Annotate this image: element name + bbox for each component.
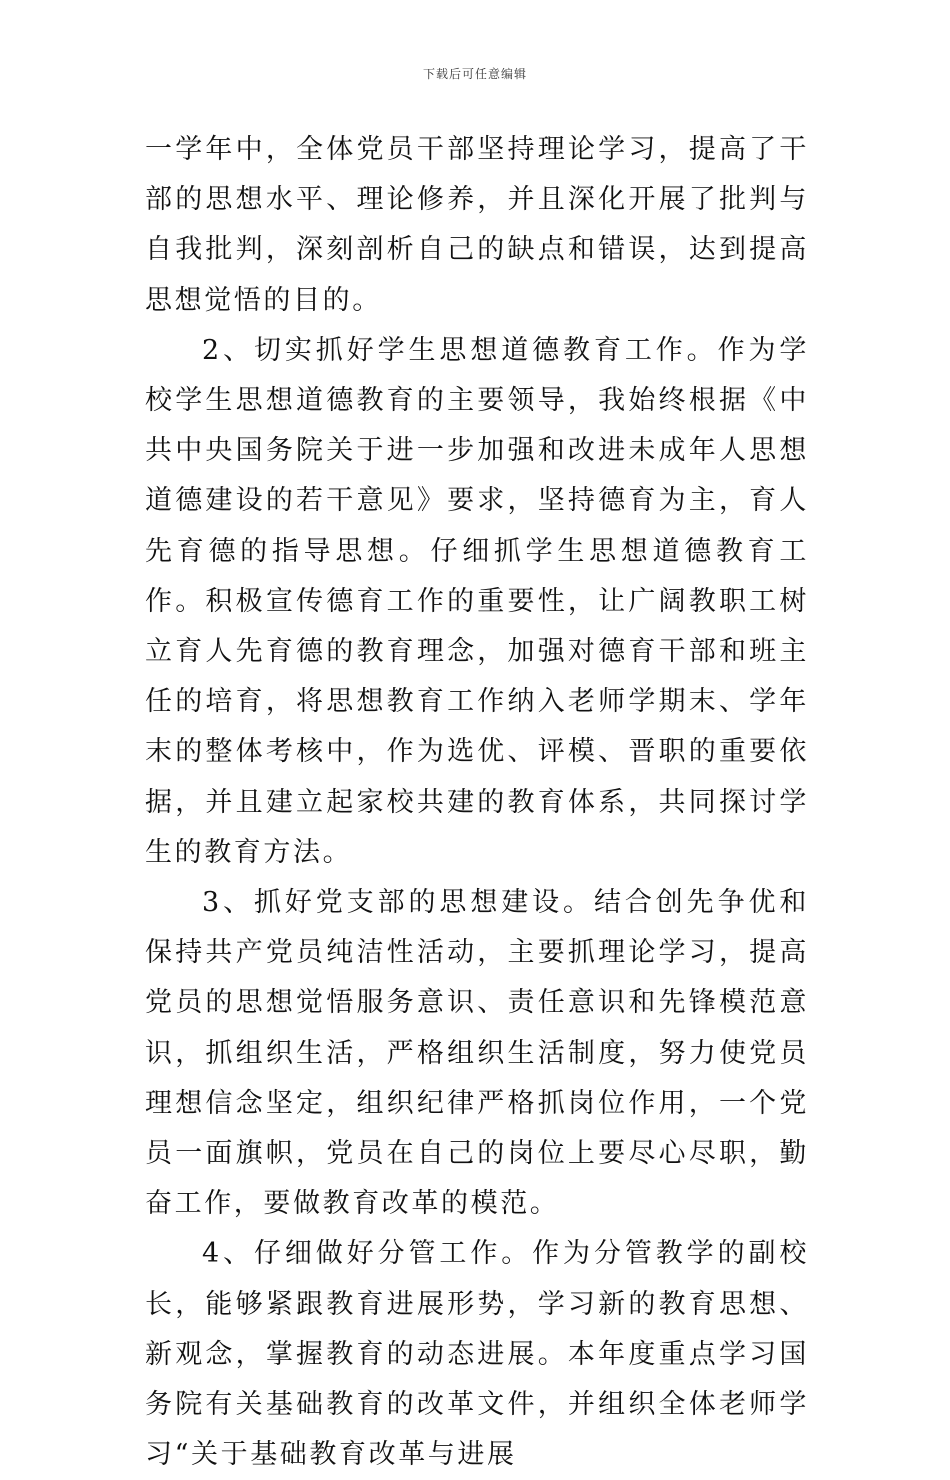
page-header: 下载后可任意编辑 [422, 67, 527, 81]
paragraph-item-3: 3、抓好党支部的思想建设。结合创先争优和保持共产党员纯洁性活动，主要抓理论学习，提高党员的思想觉悟服务意识、责任意识和先锋模范意识，抓组织生活，严格组织生活制度，努力使党员理想信念坚定，组织纪律严格抓岗位作用，一个党员一面旗帜，党员在自己的岗位上要尽心尽职，勤奋工作，要做教育改革的模范。 [145, 887, 809, 1220]
paragraph-continuation: 一学年中，全体党员干部坚持理论学习，提高了干部的思想水平、理论修养，并且深化开展了批判与自我批判，深刻剖析自己的缺点和错误，达到提高思想觉悟的目的。 [145, 134, 809, 316]
document-body [145, 125, 809, 1480]
paragraph-item-4: 4、仔细做好分管工作。作为分管教学的副校长，能够紧跟教育进展形势，学习新的教育思想、新观念，掌握教育的动态进展。本年度重点学习国务院有关基础教育的改革文件，并组织全体老师学习“关于基础教育改革与进展 [145, 1238, 809, 1471]
paragraph-item-2: 2、切实抓好学生思想道德教育工作。作为学校学生思想道德教育的主要领导，我始终根据《中共中央国务院关于进一步加强和改进未成年人思想道德建设的若干意见》要求，坚持德育为主，育人先育德的指导思想。仔细抓学生思想道德教育工作。积极宣传德育工作的重要性，让广阔教职工树立育人先育德的教育理念，加强对德育干部和班主任的培育，将思想教育工作纳入老师学期末、学年末的整体考核中，作为选优、评模、晋职的重要依据，并且建立起家校共建的教育体系，共同探讨学生的教育方法。 [145, 334, 809, 868]
